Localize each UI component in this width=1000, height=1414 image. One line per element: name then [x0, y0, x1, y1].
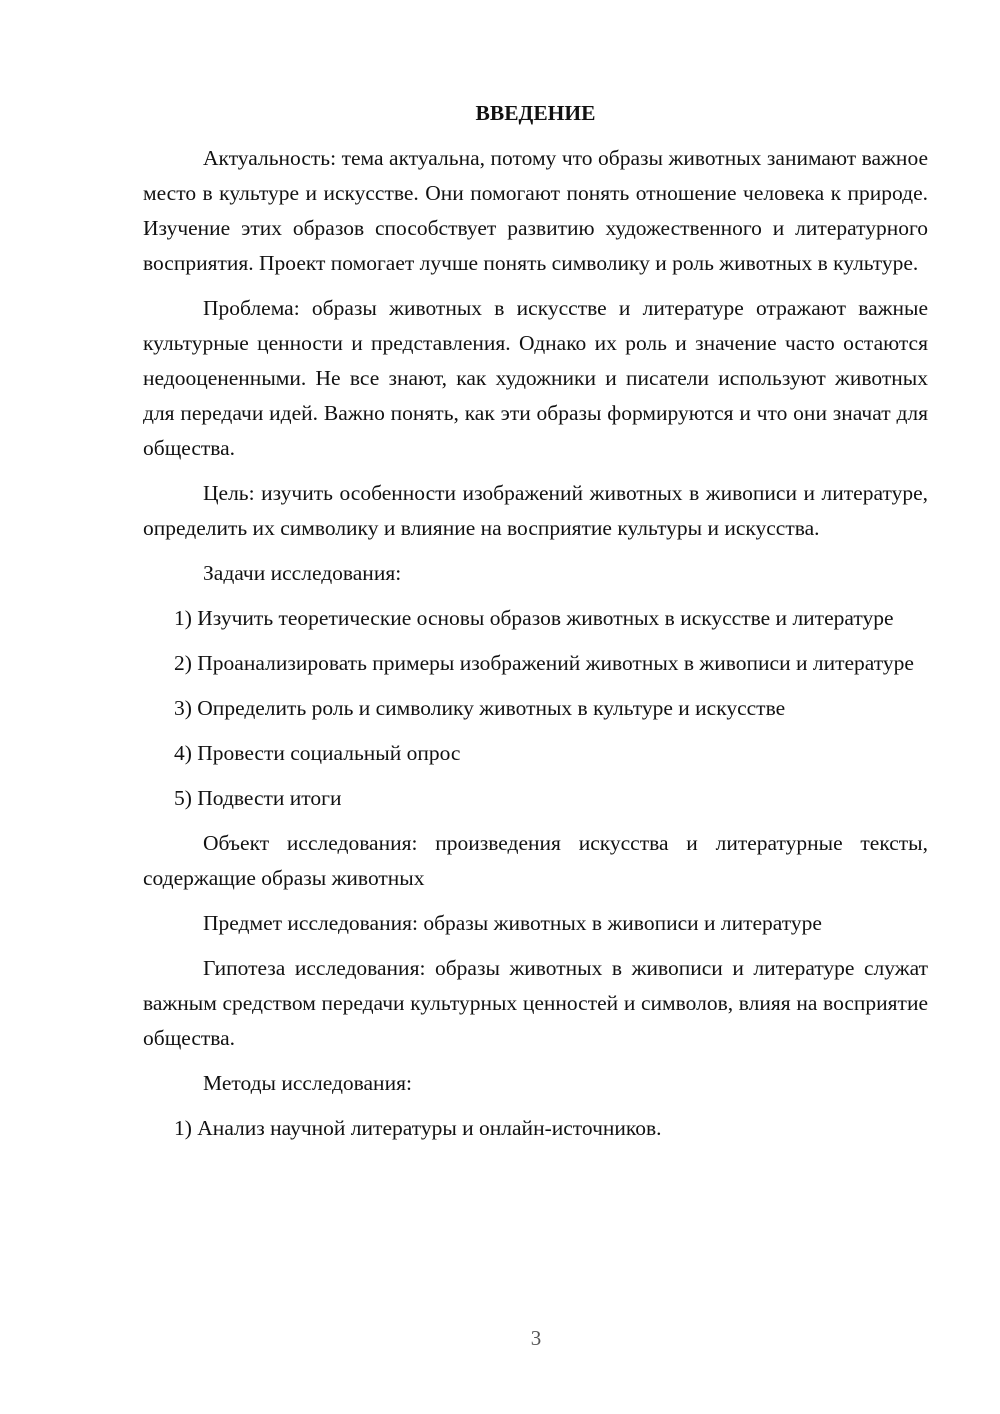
paragraph-subject: Предмет исследования: образы животных в живописи и литературе — [203, 911, 822, 935]
task-item-4: 4) Провести социальный опрос — [174, 741, 461, 765]
method-item-1: 1) Анализ научной литературы и онлайн-источников. — [174, 1116, 662, 1140]
methods-heading: Методы исследования: — [203, 1071, 412, 1095]
page-number: 3 — [530, 1326, 542, 1350]
paragraph-goal: Цель: изучить особенности изображений животных в живописи и литературе, определить их символику и влияние на восприятие культуры и искусства. — [143, 481, 928, 540]
paragraph-relevance: Актуальность: тема актуальна, потому что образы животных занимают важное место в культуре и искусстве. Они помогают понять отношение человека к природе. Изучение этих образов способствует развитию художественного и литературного восприятия. Проект помогает лучше понять символику и роль животных в культуре. — [143, 146, 928, 275]
paragraph-object: Объект исследования: произведения искусства и литературные тексты, содержащие образы животных — [143, 831, 928, 890]
task-item-1: 1) Изучить теоретические основы образов животных в искусстве и литературе — [174, 606, 894, 630]
tasks-heading: Задачи исследования: — [203, 561, 402, 585]
paragraph-problem: Проблема: образы животных в искусстве и литературе отражают важные культурные ценности и представления. Однако их роль и значение часто остаются недооцененными. Не все знают, как художники и писатели используют животных для передачи идей. Важно понять, как эти образы формируются и что они значат для общества. — [143, 296, 928, 460]
document-page — [143, 96, 928, 1156]
task-item-5: 5) Подвести итоги — [174, 786, 342, 810]
paragraph-hypothesis: Гипотеза исследования: образы животных в живописи и литературе служат важным средством передачи культурных ценностей и символов, влияя на восприятие общества. — [143, 956, 928, 1050]
task-item-3: 3) Определить роль и символику животных в культуре и искусстве — [174, 696, 786, 720]
section-title: ВВЕДЕНИЕ — [475, 101, 596, 125]
task-item-2: 2) Проанализировать примеры изображений животных в живописи и литературе — [174, 651, 914, 675]
